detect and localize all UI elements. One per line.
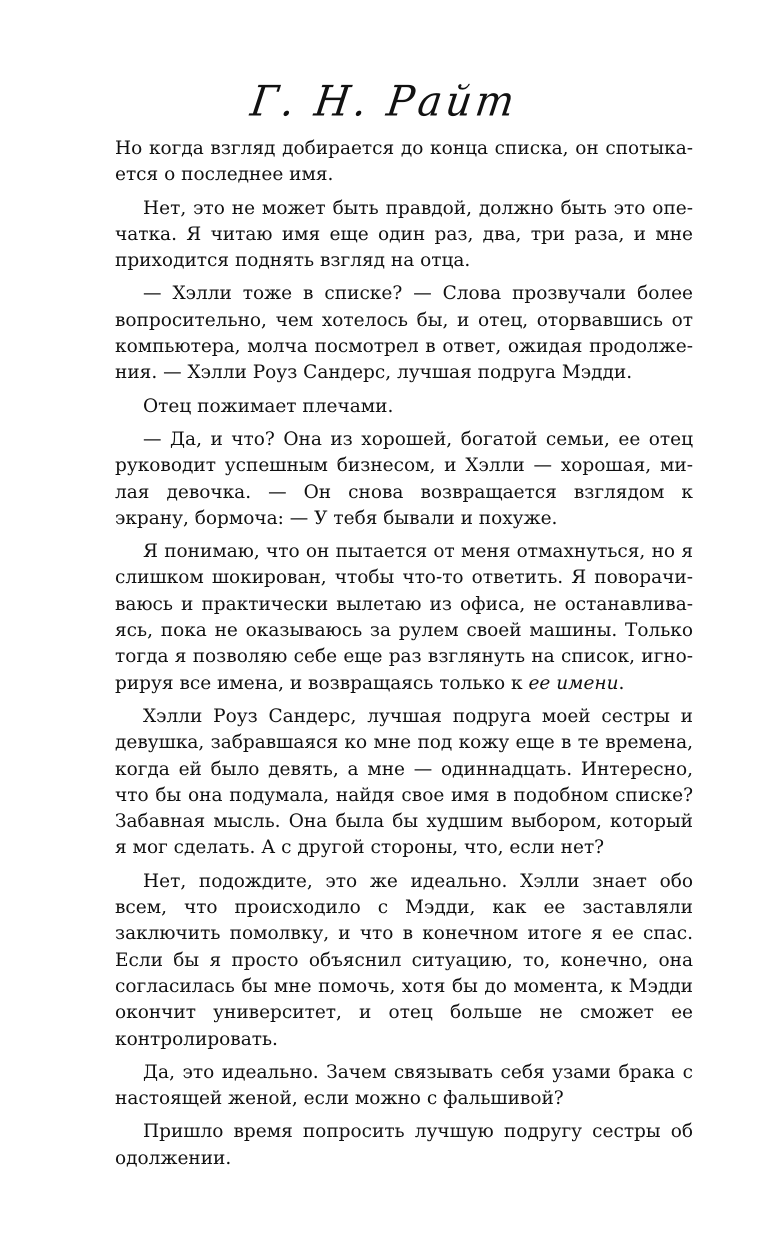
paragraph-8: Нет, подождите, это же идеально. Хэлли знает обо всем, что происходило с Мэдди, как ее заставляли заключить помолвку, и что в конечном итоге я ее спас. Если бы я просто объяснил ситуацию, то, конечно, она согласилась бы мне помочь, хотя бы до момента, к Мэдди окончит университет, и отец больше не сможет ее контролировать.: [115, 870, 693, 1050]
paragraph-6: [115, 539, 693, 697]
body-text: [115, 136, 693, 1172]
author-name: Г. Н. Райт: [247, 77, 521, 127]
paragraph-6-text: Я понимаю, что он пытается от меня отмахнуться, но я слишком шокирован, чтобы что-то ответить. Я поворачиваюсь и практически вылетаю из офиса, не останавливаясь, пока не оказываюсь за рулем своей машины. Только тогда я позволяю себе еще раз взглянуть на список, игнорируя все имена, и возвращаясь только к: [115, 541, 693, 694]
paragraph-9: Да, это идеально. Зачем связывать себя узами брака с настоящей женой, если можно с фальшивой?: [115, 1061, 693, 1110]
paragraph-4: Отец пожимает плечами.: [143, 395, 394, 417]
paragraph-10: Пришло время попросить лучшую подругу сестры об одолжении.: [115, 1121, 693, 1169]
running-header: [0, 72, 768, 132]
paragraph-7: Хэлли Роуз Сандерс, лучшая подруга моей сестры и девушка, забравшаяся ко мне под кожу еще в те времена, когда ей было девять, а мне — одиннадцать. Интересно, что бы она подумала, найдя свое имя в подобном списке? Забавная мысль. Она была бы худшим выбором, который я мог сделать. А с другой стороны, что, если нет?: [115, 705, 693, 859]
paragraph-2: Нет, это не может быть правдой, должно быть это опечатка. Я читаю имя еще один раз, два, три раза, и мне приходится поднять взгляд на отца.: [115, 197, 693, 272]
paragraph-5: — Да, и что? Она из хорошей, богатой семьи, ее отец руководит успешным бизнесом, и Хэлли — хорошая, милая девочка. — Он снова возвращается взглядом к экрану, бормоча: — У тебя бывали и похуже.: [115, 428, 693, 529]
emphasis-her-name: ее имени: [528, 672, 619, 694]
paragraph-1: Но когда взгляд добирается до конца списка, он спотыкается о последнее имя.: [115, 138, 693, 186]
paragraph-3: — Хэлли тоже в списке? — Слова прозвучали более вопросительно, чем хотелось бы, и отец, оторвавшись от компьютера, молча посмотрел в ответ, ожидая продолжения. — Хэлли Роуз Сандерс, лучшая подруга Мэдди.: [115, 283, 693, 384]
paragraph-6-end: .: [618, 672, 625, 694]
